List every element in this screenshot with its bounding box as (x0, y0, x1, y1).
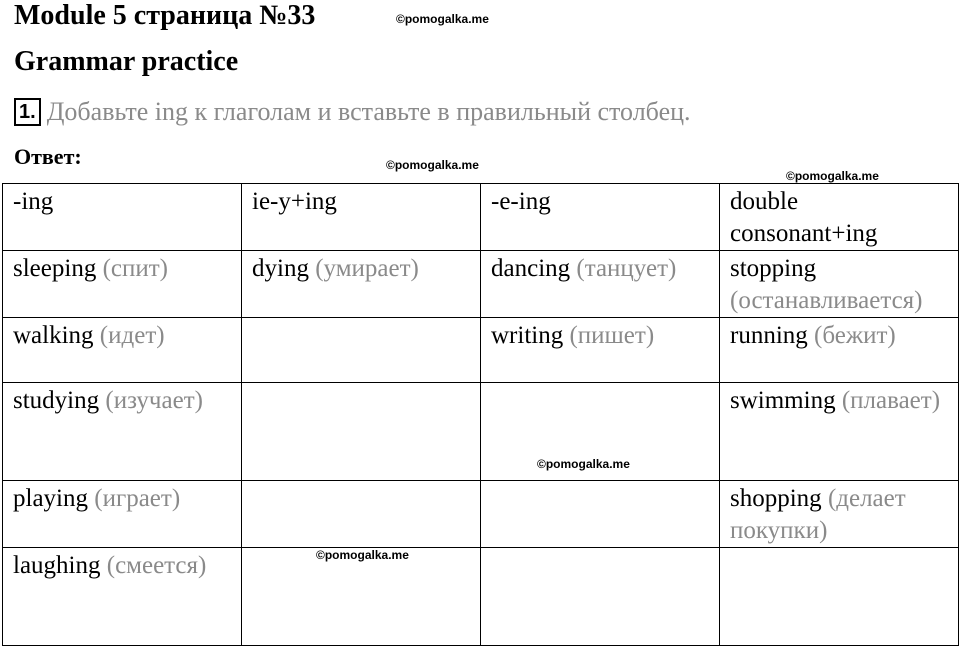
verb: shopping (730, 485, 822, 512)
header-cell: double consonant+ing (720, 184, 959, 251)
table-cell (481, 251, 720, 318)
table-row (3, 318, 959, 383)
translation: (изучает) (105, 387, 203, 414)
table-row (3, 251, 959, 318)
table-cell (720, 548, 959, 646)
watermark: ©pomogalka.me (396, 12, 489, 26)
task-text: Добавьте ing к глаголам и вставьте в правильный столбец. (46, 97, 691, 126)
verb: running (730, 322, 808, 349)
table-cell (720, 251, 959, 318)
page-title: Module 5 страница №33 (14, 0, 316, 31)
watermark: ©pomogalka.me (386, 158, 479, 172)
verb: studying (13, 387, 100, 414)
verb: stopping (730, 255, 817, 282)
verb: dying (252, 255, 309, 282)
verb-table (2, 183, 959, 646)
watermark: ©pomogalka.me (316, 548, 409, 562)
translation: (делает покупки) (730, 485, 906, 544)
table-cell (3, 383, 242, 481)
task-number: 1. (14, 98, 41, 126)
translation: (спит) (102, 255, 169, 282)
task-instruction (14, 94, 691, 130)
translation: (останавливается) (730, 287, 923, 314)
table-cell (481, 548, 720, 646)
watermark: ©pomogalka.me (786, 169, 879, 183)
watermark: ©pomogalka.me (537, 457, 630, 471)
table-cell (242, 383, 481, 481)
table-cell (3, 548, 242, 646)
verb: dancing (491, 255, 571, 282)
table-cell (720, 318, 959, 383)
translation: (умирает) (315, 255, 419, 282)
table-cell (481, 318, 720, 383)
header-cell: ie-y+ing (242, 184, 481, 251)
translation: (пишет) (569, 322, 655, 349)
translation: (смеется) (106, 552, 207, 579)
table-cell (3, 251, 242, 318)
table-cell (242, 251, 481, 318)
translation: (идет) (99, 322, 165, 349)
verb: playing (13, 485, 88, 512)
header-cell: -ing (3, 184, 242, 251)
table-cell (242, 548, 481, 646)
translation: (бежит) (814, 322, 896, 349)
table-cell (242, 481, 481, 548)
table-row (3, 383, 959, 481)
table-row (3, 481, 959, 548)
verb: swimming (730, 387, 836, 414)
table-cell (242, 318, 481, 383)
verb: sleeping (13, 255, 97, 282)
table-row (3, 548, 959, 646)
verb: walking (13, 322, 94, 349)
table-cell (481, 481, 720, 548)
translation: (играет) (94, 485, 181, 512)
table-cell (3, 481, 242, 548)
verb: writing (491, 322, 564, 349)
header-cell: -e-ing (481, 184, 720, 251)
translation: (плавает) (841, 387, 941, 414)
translation: (танцует) (576, 255, 677, 282)
table-cell (3, 318, 242, 383)
table-header-row (3, 184, 959, 251)
verb: laughing (13, 552, 101, 579)
table-cell (720, 481, 959, 548)
answer-label: Ответ: (14, 144, 82, 169)
table-cell (720, 383, 959, 481)
section-title: Grammar practice (14, 46, 239, 77)
